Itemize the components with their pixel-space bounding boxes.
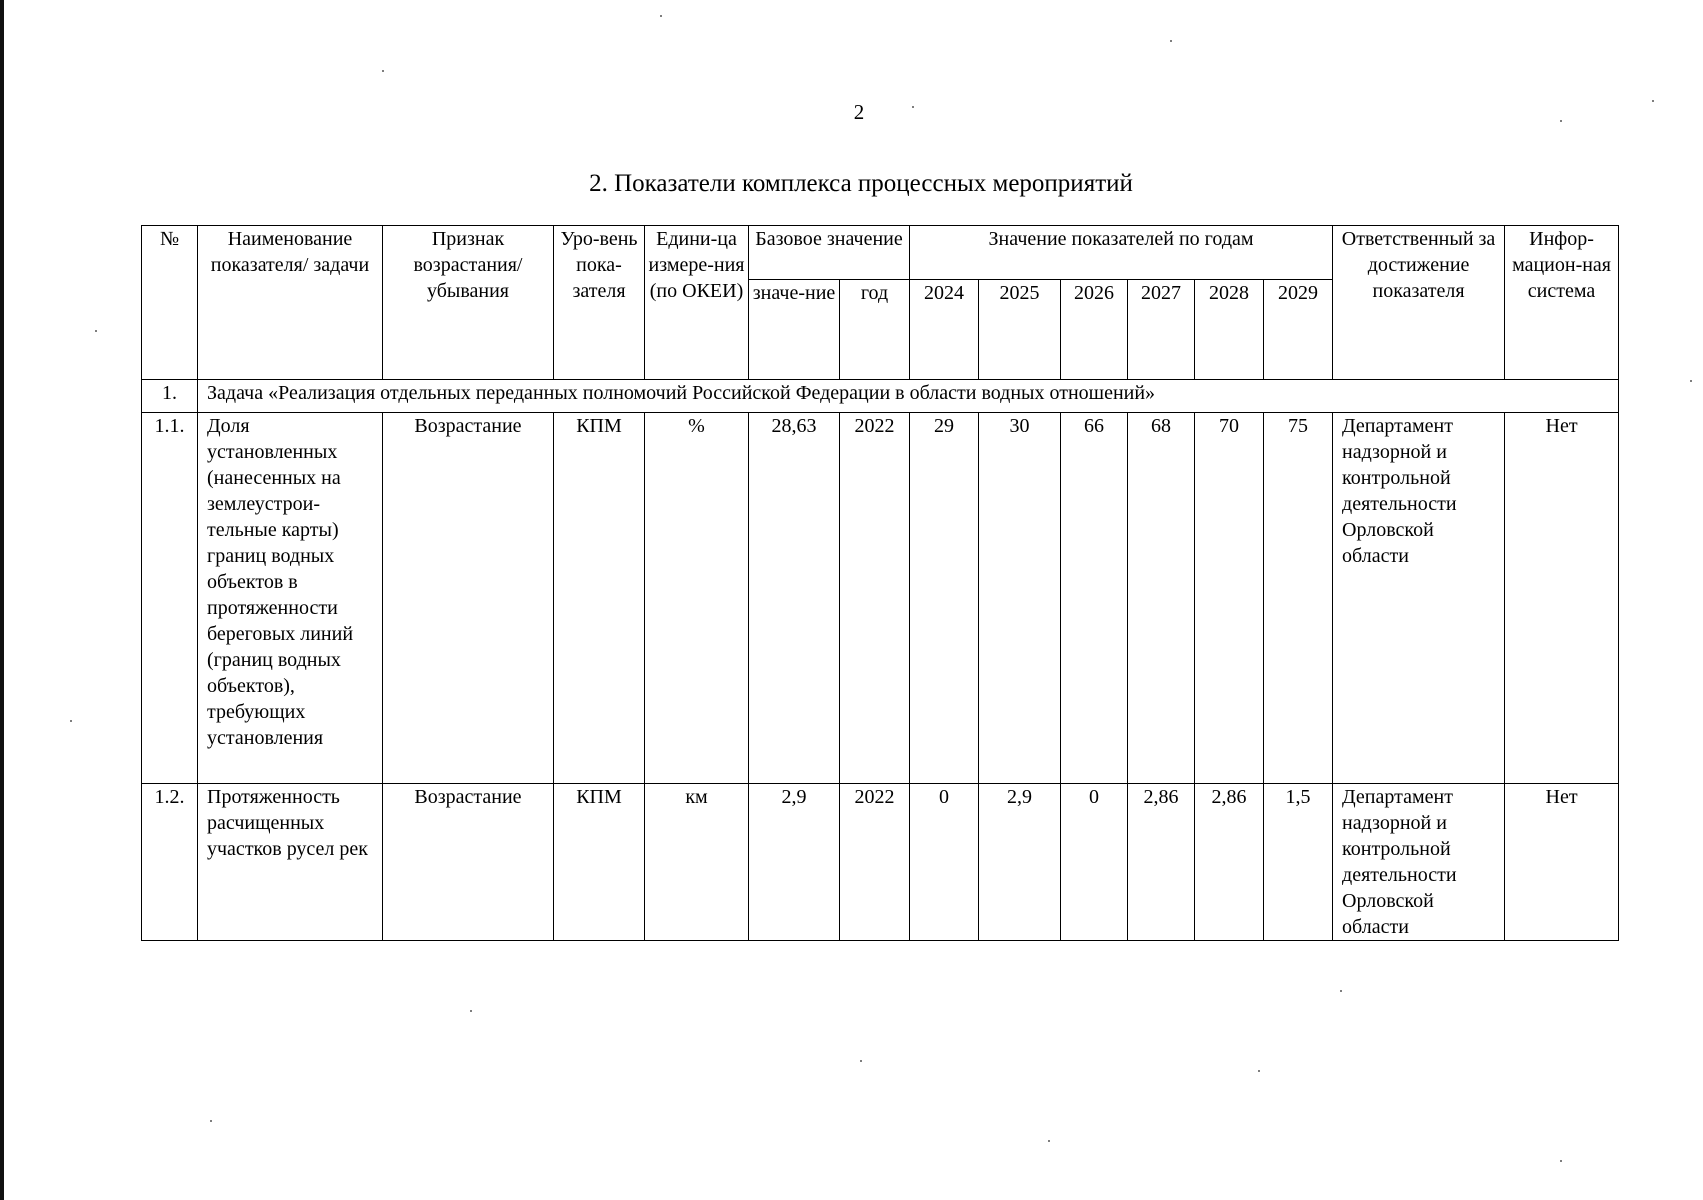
header-base-year: год — [840, 280, 910, 380]
year-value-cell: 68 — [1128, 413, 1195, 784]
year-value-cell: 66 — [1061, 413, 1128, 784]
unit-cell: км — [645, 784, 749, 941]
header-unit: Едини-ца измере-ния (по ОКЕИ) — [645, 226, 749, 380]
row-num: 1.2. — [142, 784, 198, 941]
header-year: 2025 — [979, 280, 1061, 380]
task-text: Задача «Реализация отдельных переданных полномочий Российской Федерации в области водных отношений» — [198, 380, 1619, 413]
task-row — [142, 380, 1619, 413]
year-value-cell: 2,86 — [1128, 784, 1195, 941]
scan-speck — [210, 1120, 212, 1122]
header-row — [142, 226, 1619, 280]
header-info-system: Инфор-мацион-ная система — [1505, 226, 1619, 380]
scan-speck — [660, 15, 662, 17]
task-num: 1. — [142, 380, 198, 413]
responsible-cell: Департамент надзорной и контрольной деятельности Орловской области — [1333, 784, 1505, 941]
scan-speck — [1690, 380, 1692, 382]
document-title: 2. Показатели комплекса процессных мероприятий — [589, 170, 1133, 197]
scan-speck — [1560, 1160, 1562, 1162]
base-value-cell: 28,63 — [749, 413, 840, 784]
year-value-cell: 0 — [1061, 784, 1128, 941]
header-trend: Признак возрастания/ убывания — [383, 226, 554, 380]
info-system-cell: Нет — [1505, 784, 1619, 941]
base-value-cell: 2,9 — [749, 784, 840, 941]
header-name: Наименование показателя/ задачи — [198, 226, 383, 380]
header-level: Уро-вень пока-зателя — [554, 226, 645, 380]
table-row — [142, 784, 1619, 941]
scan-speck — [1340, 990, 1342, 992]
scan-speck — [1048, 1140, 1050, 1142]
scan-speck — [1258, 1070, 1260, 1072]
unit-cell: % — [645, 413, 749, 784]
header-by-years: Значение показателей по годам — [910, 226, 1333, 280]
year-value-cell: 1,5 — [1264, 784, 1333, 941]
trend-cell: Возрастание — [383, 784, 554, 941]
header-base-value: значе-ние — [749, 280, 840, 380]
year-value-cell: 70 — [1195, 413, 1264, 784]
header-year: 2027 — [1128, 280, 1195, 380]
scan-speck — [95, 330, 97, 332]
header-base: Базовое значение — [749, 226, 910, 280]
indicator-name: Протяженность расчищенных участков русел рек — [198, 784, 383, 941]
scan-speck — [1560, 120, 1562, 122]
year-value-cell: 29 — [910, 413, 979, 784]
level-cell: КПМ — [554, 784, 645, 941]
indicator-name: Доля установленных (нанесенных на землеустрои-тельные карты) границ водных объектов в протяженности береговых линий (границ водных объектов), требующих установления — [198, 413, 383, 784]
row-num: 1.1. — [142, 413, 198, 784]
year-value-cell: 75 — [1264, 413, 1333, 784]
base-year-cell: 2022 — [840, 413, 910, 784]
info-system-cell: Нет — [1505, 413, 1619, 784]
header-responsible: Ответственный за достижение показателя — [1333, 226, 1505, 380]
header-year: 2024 — [910, 280, 979, 380]
scan-speck — [70, 720, 72, 722]
scan-speck — [1170, 40, 1172, 42]
year-value-cell: 2,86 — [1195, 784, 1264, 941]
year-value-cell: 2,9 — [979, 784, 1061, 941]
scan-speck — [470, 1010, 472, 1012]
indicators-table — [141, 225, 1619, 941]
responsible-cell: Департамент надзорной и контрольной деятельности Орловской области — [1333, 413, 1505, 784]
scan-speck — [860, 1060, 862, 1062]
scan-speck — [912, 106, 914, 108]
header-year: 2026 — [1061, 280, 1128, 380]
trend-cell: Возрастание — [383, 413, 554, 784]
scan-speck — [1652, 100, 1654, 102]
table-row — [142, 413, 1619, 784]
year-value-cell: 0 — [910, 784, 979, 941]
header-num: № — [142, 226, 198, 380]
base-year-cell: 2022 — [840, 784, 910, 941]
year-value-cell: 30 — [979, 413, 1061, 784]
scan-speck — [382, 70, 384, 72]
page-number: 2 — [853, 100, 865, 124]
level-cell: КПМ — [554, 413, 645, 784]
header-year: 2028 — [1195, 280, 1264, 380]
header-year: 2029 — [1264, 280, 1333, 380]
